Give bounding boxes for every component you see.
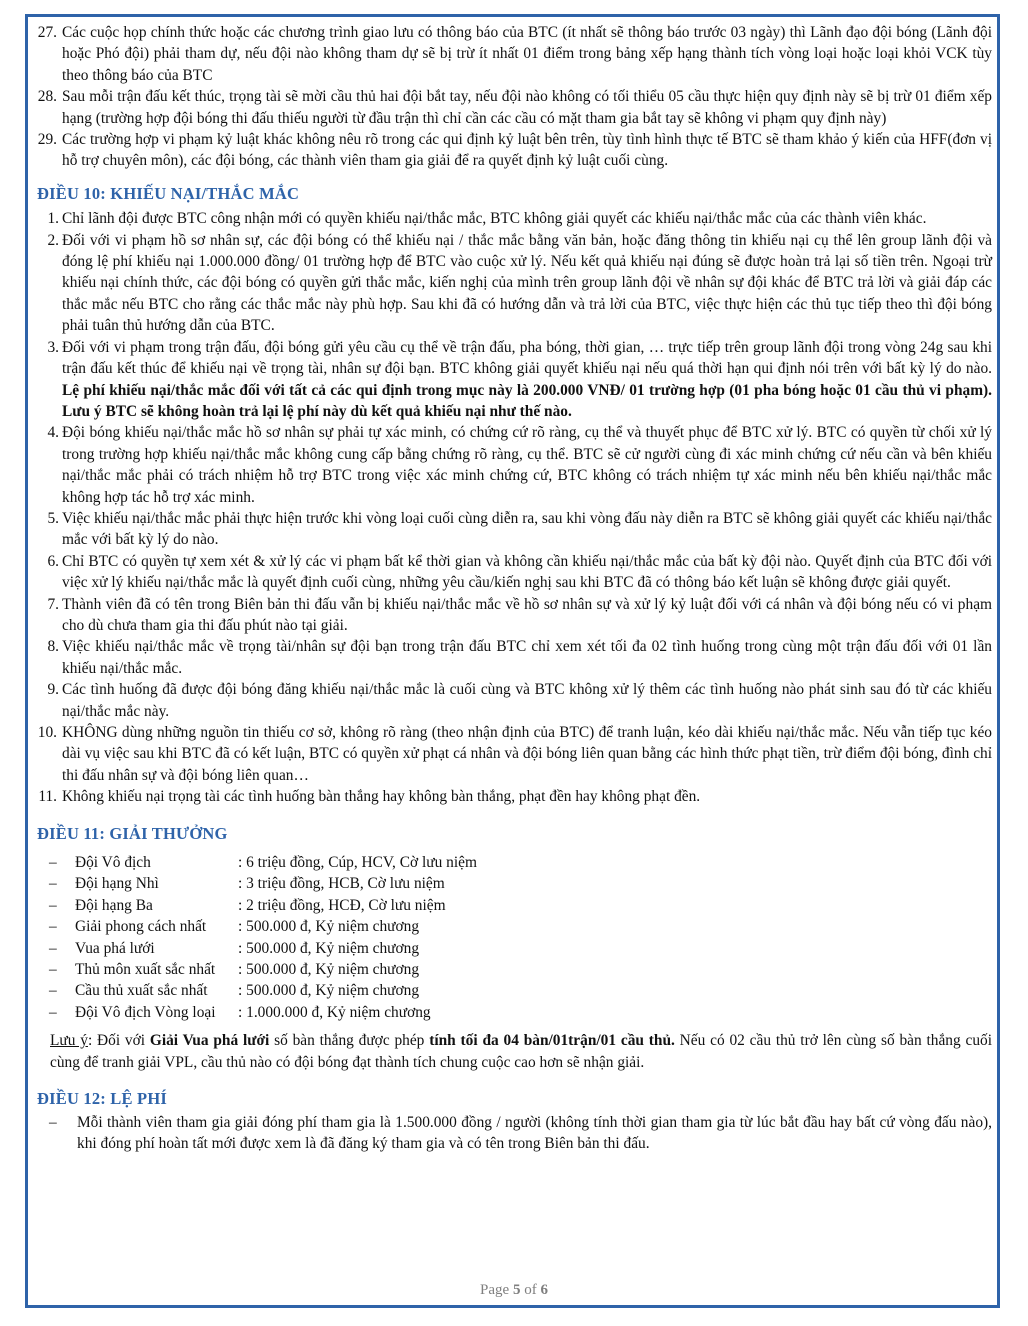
list-item [37,636,992,679]
item-text: Chỉ lãnh đội được BTC công nhận mới có quyền khiếu nại/thắc mắc, BTC không giải quyết các khiếu nại/thắc mắc của các thành viên khác. [62,210,927,228]
item-number: 2. [47,231,59,249]
item-number: 4. [47,424,59,442]
intro-list [37,22,992,172]
dash-bullet: – [49,1003,57,1021]
list-item [37,722,992,786]
item-text: Chỉ BTC có quyền tự xem xét & xử lý các vi phạm bất kể thời gian và không cần khiếu nại/thắc mắc của bất kỳ đội nào. Quyết định của BTC đối với việc xử lý khiếu nại/thắc mắc là quyết định cuối cùng, những yêu cầu/kiến nghị sau khi BTC đã có thông báo kết luận sẽ không được giải quyết. [62,552,992,592]
note-text: Nếu có 02 cầu thủ trở lên cùng số bàn thắng cuối cùng để tranh giải VPL, cầu thủ nào có đội bóng đạt thành tích chung cuộc cao hơn sẽ nhận giải. [50,1032,993,1071]
item-text: Sau mỗi trận đấu kết thúc, trọng tài sẽ mời cầu thủ hai đội bắt tay, nếu đội nào không có tối thiểu 05 cầu thực hiện quy định này sẽ bị trừ 01 điểm xếp hạng (trường hợp đội bóng thi đấu thiếu người từ đầu trận thì chỉ cần các cầu có mặt tham gia bắt tay sẽ không vi phạm quy định này) [62,88,992,127]
prize-name: Giải phong cách nhất [75,918,207,936]
item-text: Đối với vi phạm hồ sơ nhân sự, các đội bóng có thể khiếu nại / thắc mắc bằng văn bản, hoặc đăng thông tin khiếu nại cụ thể lên group lãnh đội và đóng lệ phí khiếu nại 1.000.000 đồng/ 01 trường hợp để BTC vào cuộc xử lý. Nếu kết quả khiếu nại đúng sẽ được hoàn trả lại số tiền trên. Ngoại trừ khiếu nại chính thức, các đội bóng có quyền gửi thắc mắc, kiến nghị của mình trên group lãnh đội về nhân sự đội khác để BTC trả lời và giải đáp các thắc mắc nếu BTC cho rằng các thắc mắc này phù hợp. Sau khi đã có hướng dẫn và trả lời của BTC, việc thực hiện các thủ tục tiếp theo thì đội bóng phải tuân thủ hướng dẫn của BTC. [62,231,992,335]
prize-row [37,916,992,937]
dash-bullet: – [49,918,57,936]
item-text: Đối với vi phạm trong trận đấu, đội bóng gửi yêu cầu cụ thể về trận đấu, pha bóng, thời gian, … trực tiếp trên group lãnh đội trong vòng 24g sau khi trận đấu kết thúc để khiếu nại về trọng tài, nhân sự đội bạn. BTC không giải quyết khiếu nại nếu quá thời hạn qui định nói trên với bất kỳ lý do nào. [62,338,992,378]
list-item [37,129,992,172]
list-item [37,337,992,423]
item-text: KHÔNG dùng những nguồn tin thiếu cơ sở, không rõ ràng (theo nhận định của BTC) để tranh luận, kéo dài khiếu nại/thắc mắc. Nếu vẫn tiếp tục kéo dài vụ việc sau khi BTC đã có kết luận, BTC có quyền xử phạt cá nhân và đội bóng liên quan bằng các hình thức phạt tiền, trừ điểm đội bóng, đình chỉ thi đấu nhân sự và đội bóng liên quan… [62,724,992,784]
prize-row [37,938,992,959]
prize-row [37,980,992,1001]
prize-detail: : 2 triệu đồng, HCĐ, Cờ lưu niệm [238,896,446,914]
note-text: : Đối với [87,1032,150,1050]
prize-detail: : 1.000.000 đ, Kỷ niệm chương [238,1003,431,1021]
item-number: 10. [37,724,57,741]
list-item [37,679,992,722]
page-footer [0,1282,1028,1299]
item-number: 5. [47,509,59,527]
item-bold-text: Lệ phí khiếu nại/thắc mắc đối với tất cả các qui định trong mục này là 200.000 VNĐ/ 01 trường hợp (01 pha bóng hoặc 01 cầu thủ vi phạm). Lưu ý BTC sẽ không hoàn trả lại lệ phí này dù kết quả khiếu nại như thế nào. [62,381,992,420]
note-bold: Giải Vua phá lưới [149,1032,270,1050]
prize-row [37,873,992,894]
prize-row [37,895,992,916]
prize-name: Đội Vô địch Vòng loại [75,1003,216,1021]
list-item [37,86,992,129]
item-number: 6. [47,552,59,570]
prize-name: Cầu thủ xuất sắc nhất [75,982,208,1000]
item-number: 28. [37,88,57,106]
item-text: Các trường hợp vi phạm kỷ luật khác không nêu rõ trong các qui định kỷ luật bên trên, tùy tình hình thực tế BTC sẽ tham khảo ý kiến của HFF(đơn vị hỗ trợ chuyên môn), các đội bóng, các thành viên tham gia giải để ra quyết định kỷ luật cuối cùng. [62,131,992,170]
item-text: Đội bóng khiếu nại/thắc mắc hồ sơ nhân sự phải tự xác minh, có chứng cứ rõ ràng, cụ thể và thuyết phục để BTC xử lý. BTC có quyền từ chối xử lý trong trường hợp khiếu nại/thắc mắc không cung cấp bằng chứng rõ ràng, cụ thể. BTC sẽ cử người cùng đi xác minh chứng cứ nếu cần và bên khiếu nại/thắc mắc phải có trách nhiệm hỗ trợ BTC trong việc xác minh chứng cứ, BTC không có trách nhiệm tự xác minh nếu bên khiếu nại/thắc mắc không hợp tác hỗ trợ xác minh. [62,424,992,506]
note-label: Lưu ý [50,1032,88,1050]
list-item [37,551,992,594]
item-number: 1. [47,210,59,228]
prize-detail: : 3 triệu đồng, HCB, Cờ lưu niệm [238,875,445,893]
item-text: Việc khiếu nại/thắc mắc phải thực hiện trước khi vòng loại cuối cùng diễn ra, sau khi vòng đấu này diễn ra BTC sẽ không giải quyết các khiếu nại/thắc mắc với bất kỳ lý do nào. [62,509,992,549]
prize-list [37,852,992,1023]
list-item [37,594,992,637]
dash-bullet: – [49,896,57,914]
list-item [37,230,992,337]
complaints-list [37,208,992,807]
item-text: Việc khiếu nại/thắc mắc về trọng tài/nhân sự đội bạn trong trận đấu BTC chỉ xem xét tối đa 02 tình huống trong cùng một trận đấu đối với 01 lần khiếu nại/thắc mắc. [62,638,992,677]
note-text: số bàn thắng được phép [269,1032,430,1050]
item-number: 27. [37,24,57,41]
prize-name: Vua phá lưới [75,939,155,957]
list-item [37,422,992,508]
item-text: Các tình huống đã được đội bóng đăng khiếu nại/thắc mắc là cuối cùng và BTC không xử lý thêm các tình huống nào phát sinh sau đó từ các khiếu nại/thắc mắc này. [62,681,992,720]
fee-text: Mỗi thành viên tham gia giải đóng phí tham gia là 1.500.000 đồng / người (không tính thời gian tham gia từ lúc bắt đầu hay bất cứ vòng đấu nào), khi đóng phí hoàn tất mới được xem là đã đăng ký tham gia và có tên trong Biên bản thi đấu. [77,1113,992,1153]
dash-bullet: – [49,939,57,957]
section-heading-fees: ĐIỀU 12: LỆ PHÍ [37,1089,167,1109]
prize-name: Đội Vô địch [75,854,151,872]
prize-detail: : 500.000 đ, Kỷ niệm chương [238,918,420,936]
item-text: Các cuộc họp chính thức hoặc các chương trình giao lưu có thông báo của BTC (ít nhất sẽ thông báo trước 03 ngày) thì Lãnh đạo đội bóng (Lãnh đội hoặc Phó đội) phải tham dự, nếu đội nào không tham dự sẽ bị trừ ít nhất 01 điểm trong bảng xếp hạng thành tích vòng loại hoặc loại khỏi VCK tùy theo thông báo của BTC [62,24,992,84]
dash-bullet: – [49,961,57,979]
dash-bullet: – [49,982,57,1000]
dash-bullet: – [49,875,57,893]
note-bold: tính tối đa 04 bàn/01trận/01 cầu thủ. [429,1032,675,1050]
item-number: 7. [47,595,59,613]
list-item [37,208,992,229]
list-item [37,786,992,807]
footer-prefix: Page [480,1282,513,1298]
item-number: 9. [47,681,59,699]
total-pages: 6 [540,1282,548,1298]
section-heading-complaints: ĐIỀU 10: KHIẾU NẠI/THẮC MẮC [37,183,300,203]
prize-detail: : 500.000 đ, Kỷ niệm chương [238,939,420,957]
prize-name: Đội hạng Ba [75,896,153,914]
item-number: 8. [47,638,59,656]
list-item [37,508,992,551]
prize-row [37,1002,992,1023]
list-item [37,22,992,86]
fee-item [37,1112,992,1155]
current-page: 5 [512,1282,521,1298]
section-heading-prizes: ĐIỀU 11: GIẢI THƯỞNG [37,823,228,843]
item-number: 29. [37,131,57,149]
prize-name: Đội hạng Nhì [75,875,159,893]
document-body [37,22,992,1155]
prize-detail: : 500.000 đ, Kỷ niệm chương [238,961,420,979]
item-number: 3. [47,338,59,356]
prize-name: Thủ môn xuất sắc nhất [75,961,216,979]
dash-bullet: – [49,854,57,872]
prize-note [37,1030,992,1073]
item-number: 11. [38,788,57,806]
prize-detail: : 6 triệu đồng, Cúp, HCV, Cờ lưu niệm [238,854,477,872]
prize-row [37,959,992,980]
footer-of: of [520,1282,541,1298]
dash-bullet: – [49,1113,57,1131]
prize-row [37,852,992,873]
item-text: Không khiếu nại trọng tài các tình huống bàn thắng hay không bàn thắng, phạt đền hay không phạt đền. [62,788,701,806]
prize-detail: : 500.000 đ, Kỷ niệm chương [238,982,420,1000]
item-text: Thành viên đã có tên trong Biên bản thi đấu vẫn bị khiếu nại/thắc mắc về hồ sơ nhân sự và xử lý kỷ luật đối với cá nhân và đội bóng nếu có vi phạm cho dù chưa tham gia thi đấu phút nào tại giải. [62,595,992,634]
